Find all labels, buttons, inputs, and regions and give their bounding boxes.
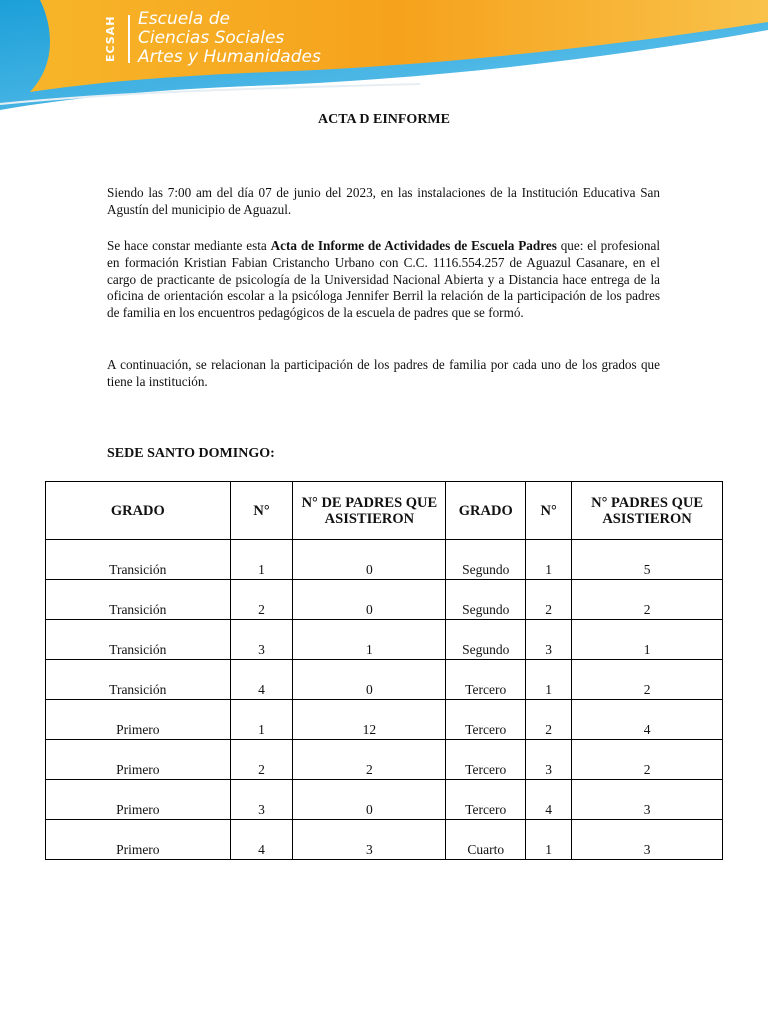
school-name-line1: Escuela de [138,9,230,29]
cell-number: 3 [230,780,293,820]
cell-parents: 2 [293,740,446,780]
cell-grado-2: Segundo [446,580,526,620]
header-parents-attended: N° DE PADRES QUE ASISTIERON [293,482,446,540]
cell-parents-2: 3 [572,820,723,860]
cell-parents-2: 5 [572,540,723,580]
cell-number: 2 [230,580,293,620]
cell-number-2: 1 [526,660,572,700]
cell-grado-2: Segundo [446,540,526,580]
logo-divider [128,15,130,63]
cell-grado: Transición [46,540,231,580]
cell-number: 4 [230,820,293,860]
cell-parents: 0 [293,660,446,700]
cell-parents-2: 2 [572,580,723,620]
cell-grado: Primero [46,780,231,820]
table-row [46,660,723,700]
table-row [46,780,723,820]
table-row [46,620,723,660]
paragraph-continuation: A continuación, se relacionan la participación de los padres de familia por cada uno de los grados que tiene la institución. [107,357,660,389]
paragraph-statement-bold: Acta de Informe de Actividades de Escuela Padres [270,238,557,253]
school-name [138,10,321,67]
cell-parents: 0 [293,580,446,620]
table-row [46,700,723,740]
cell-grado: Primero [46,740,231,780]
cell-parents: 3 [293,820,446,860]
attendance-table [45,481,723,860]
cell-parents-2: 3 [572,780,723,820]
cell-number-2: 3 [526,620,572,660]
paragraph-statement [107,238,660,322]
cell-grado: Primero [46,820,231,860]
school-logo [100,10,321,67]
cell-number: 1 [230,540,293,580]
header-grado-2: GRADO [446,482,526,540]
cell-grado: Primero [46,700,231,740]
header-parents-attended-2: N° PADRES QUE ASISTIERON [572,482,723,540]
cell-grado-2: Tercero [446,780,526,820]
school-name-line2: Ciencias Sociales [138,28,285,48]
cell-parents-2: 2 [572,660,723,700]
paragraph-statement-prefix: Se hace constar mediante esta [107,238,271,253]
header-grado: GRADO [46,482,231,540]
cell-grado-2: Cuarto [446,820,526,860]
paragraph-intro: Siendo las 7:00 am del día 07 de junio del 2023, en las instalaciones de la Institución Educativa San Agustín del municipio de Aguazul. [107,185,660,217]
header-number: N° [230,482,293,540]
cell-number-2: 4 [526,780,572,820]
cell-grado: Transición [46,620,231,660]
cell-number-2: 3 [526,740,572,780]
table-header-row [46,482,723,540]
cell-number-2: 1 [526,820,572,860]
table-row [46,540,723,580]
cell-parents-2: 2 [572,740,723,780]
cell-number-2: 2 [526,580,572,620]
cell-grado-2: Tercero [446,700,526,740]
cell-parents: 0 [293,540,446,580]
cell-number: 1 [230,700,293,740]
cell-parents-2: 1 [572,620,723,660]
table-row [46,580,723,620]
cell-parents-2: 4 [572,700,723,740]
cell-parents: 12 [293,700,446,740]
cell-number: 4 [230,660,293,700]
cell-grado-2: Tercero [446,740,526,780]
cell-number-2: 2 [526,700,572,740]
section-title: SEDE SANTO DOMINGO: [107,446,275,461]
school-name-line3: Artes y Humanidades [138,47,321,67]
paragraph-statement-suffix: que: el profesional en formación Kristian Fabian Cristancho Urbano con C.C. 1116.554.257 de Aguazul Casanare, en el cargo de practicante de psicología de la Universidad Nacional Abierta y a Distancia hace entrega de la oficina de orientación escolar a la psicóloga Jennifer Berril la relación de la participación de los padres de familia en los encuentros pedagógicos de la escuela de padres que se formó. [107,238,660,321]
cell-number: 2 [230,740,293,780]
header-number-2: N° [526,482,572,540]
logo-mark: ECSAH [104,15,117,62]
table-row [46,820,723,860]
document-title: ACTA D EINFORME [318,112,450,127]
cell-grado-2: Tercero [446,660,526,700]
cell-number-2: 1 [526,540,572,580]
cell-grado-2: Segundo [446,620,526,660]
cell-number: 3 [230,620,293,660]
cell-grado: Transición [46,580,231,620]
table-row [46,740,723,780]
cell-grado: Transición [46,660,231,700]
cell-parents: 1 [293,620,446,660]
cell-parents: 0 [293,780,446,820]
